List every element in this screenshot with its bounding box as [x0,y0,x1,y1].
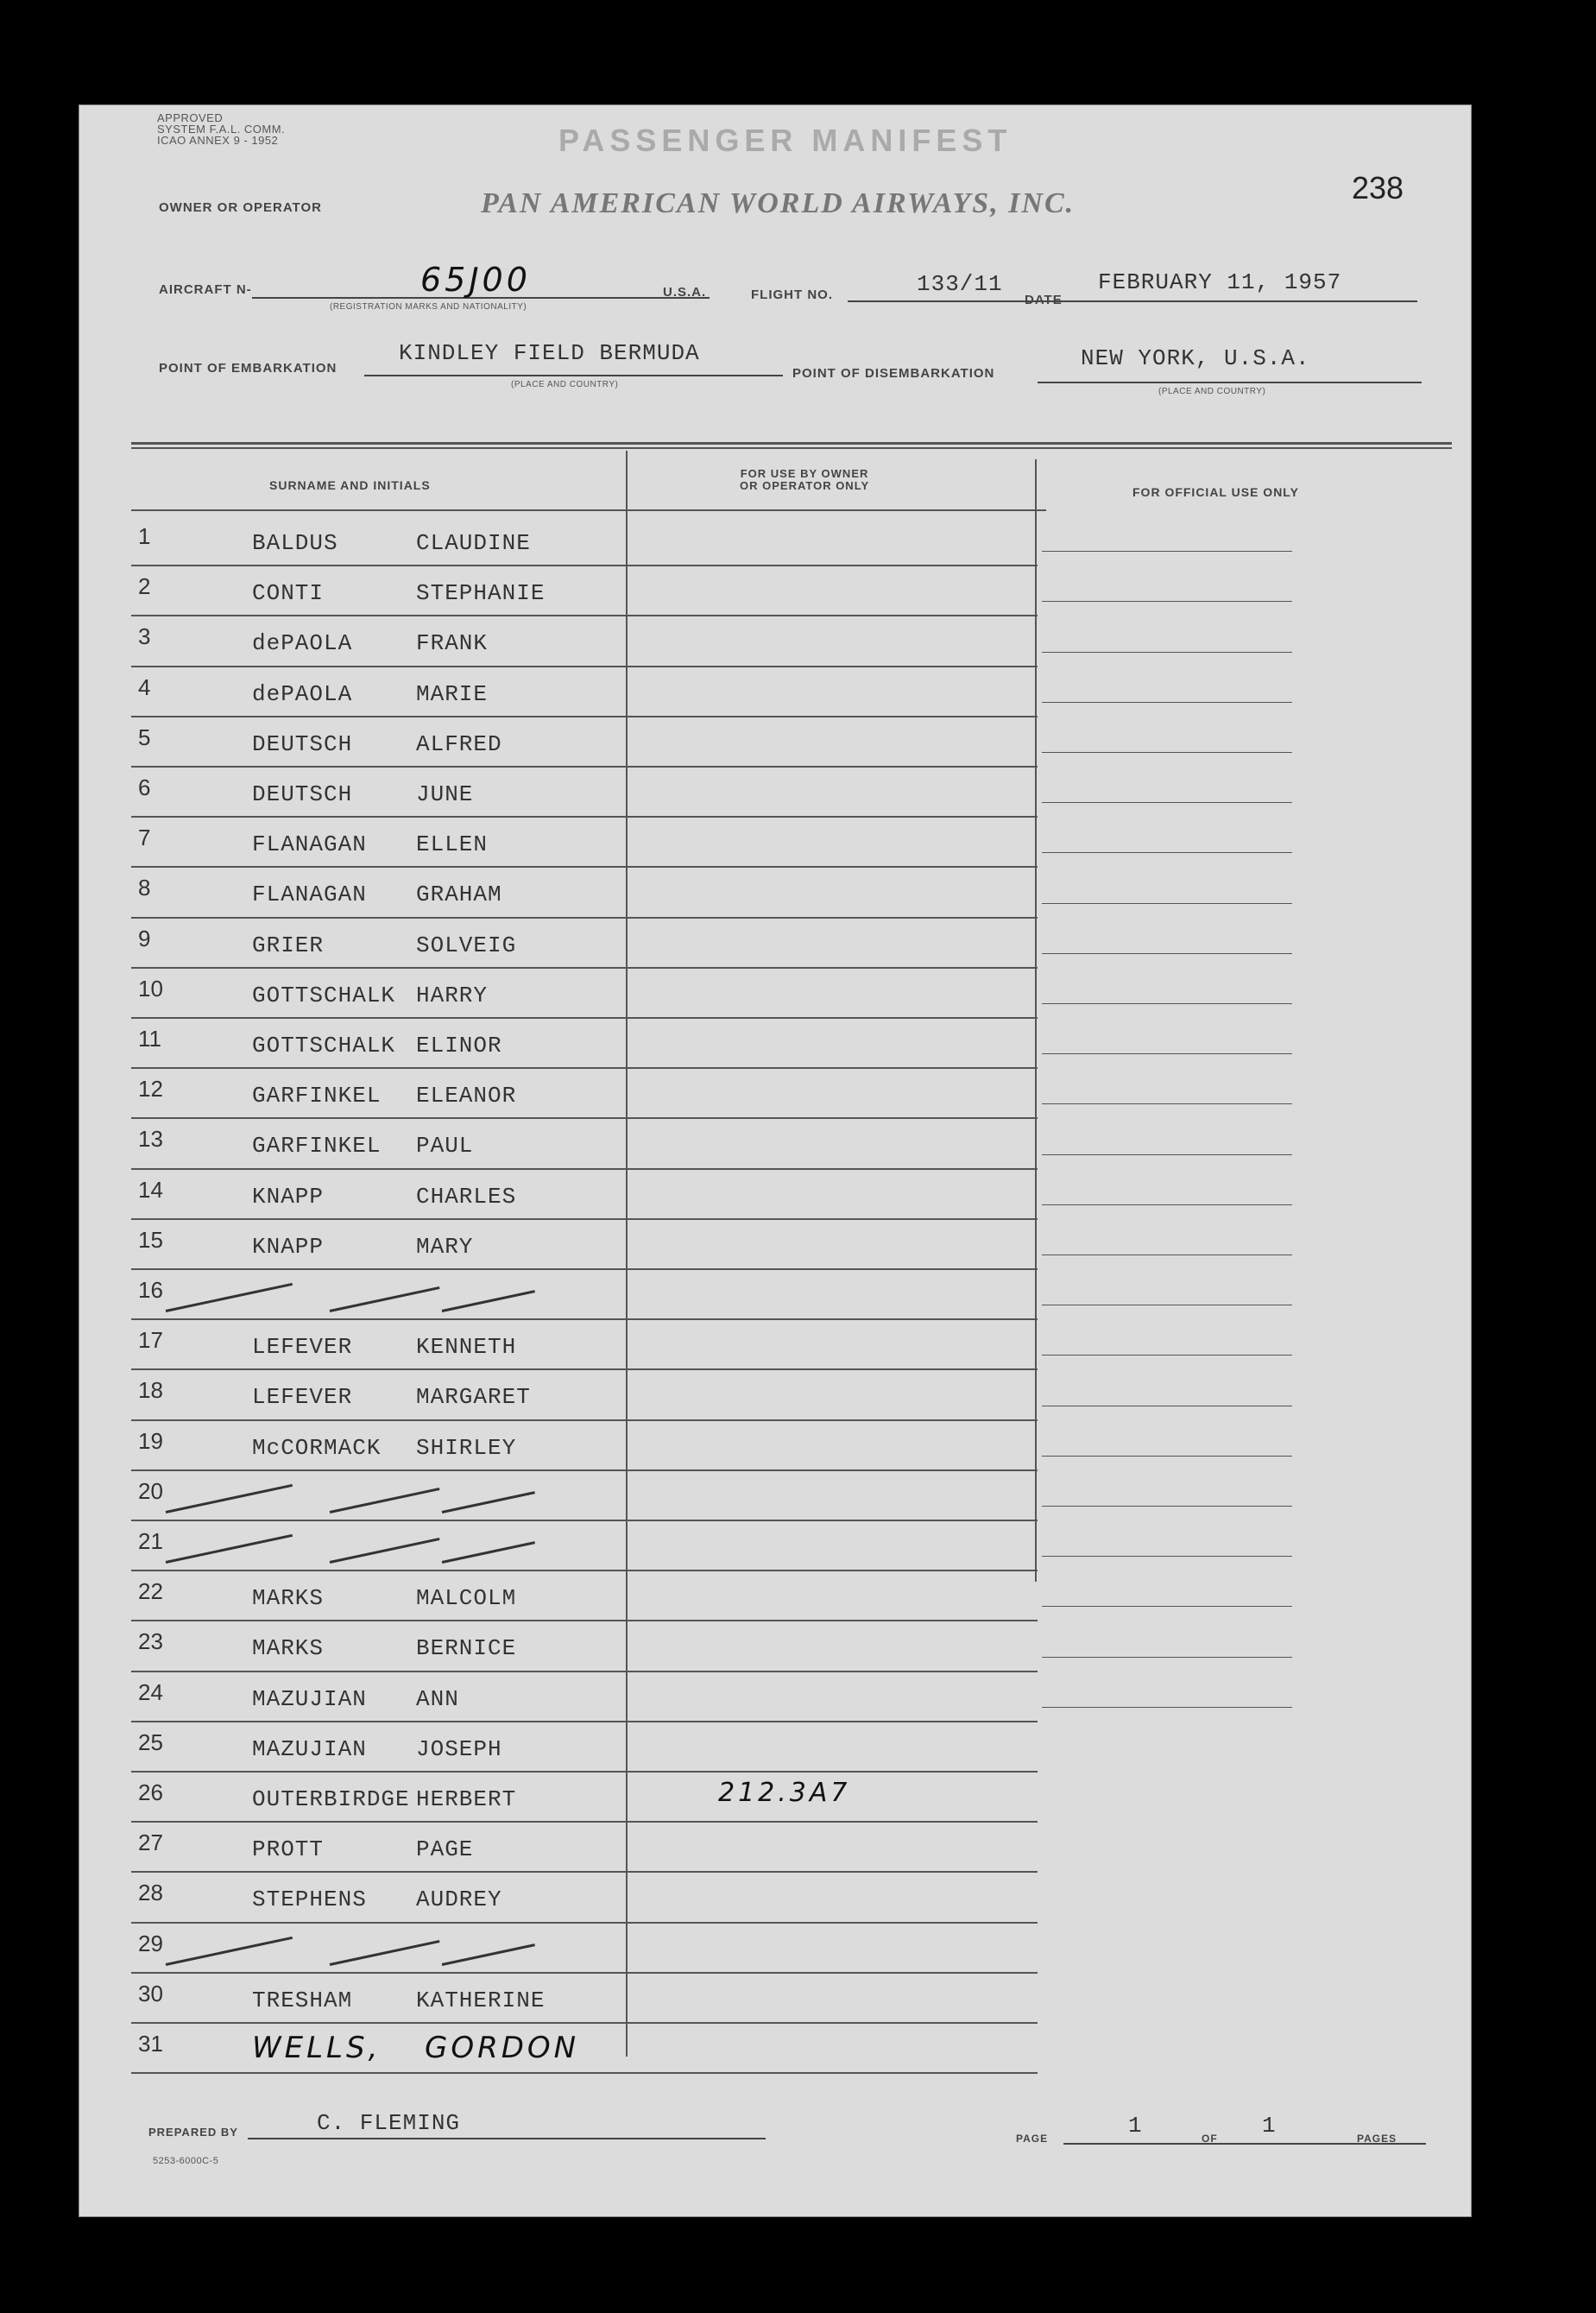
aircraft-label: AIRCRAFT N- [159,282,252,297]
disembarkation-label: POINT OF DISEMBARKATION [792,366,995,381]
row-number: 19 [138,1427,163,1454]
strike-mark [166,1937,293,1966]
form-number: 5253-6000C-5 [153,2156,219,2166]
row-number: 7 [138,825,151,851]
row-number: 27 [138,1830,163,1856]
passenger-surname: MAZUJIAN [252,1735,367,1762]
strike-mark [166,1534,293,1564]
passenger-surname: CONTI [252,580,325,607]
row-rule [131,967,1038,969]
row-number: 30 [138,1980,163,2006]
passenger-given-name: MARGARET [416,1384,531,1411]
embarkation-caption: (PLACE AND COUNTRY) [511,380,619,389]
table-row [79,2025,1471,2076]
row-number: 21 [138,1528,163,1554]
passenger-surname: GOTTSCHALK [252,982,396,1008]
official-row-rule [1042,1606,1292,1607]
flight-value: 133/11 [917,271,1003,297]
passenger-surname: dePAOLA [252,680,353,707]
prepared-label: PREPARED BY [148,2126,238,2139]
date-value: FEBRUARY 11, 1957 [1098,269,1342,295]
passenger-given-name: CHARLES [416,1183,517,1210]
passenger-surname: STEPHENS [252,1886,367,1913]
table-row [79,1021,1471,1071]
official-row-rule [1042,1254,1292,1255]
company-name: PAN AMERICAN WORLD AIRWAYS, INC. [481,187,1076,219]
page-label: PAGE [1016,2133,1049,2145]
official-row-rule [1042,953,1292,954]
passenger-given-name: JOSEPH [416,1735,502,1762]
passenger-given-name: BERNICE [416,1635,517,1662]
passenger-given-name: SHIRLEY [416,1434,517,1461]
row-rule [131,1318,1038,1320]
strike-mark [442,1943,535,1966]
approval-line: APPROVED [157,111,224,124]
passenger-given-name: ALFRED [416,730,502,757]
table-row [79,1272,1471,1322]
date-label: DATE [1025,293,1063,307]
row-rule [131,2072,1038,2074]
strike-mark [330,1940,440,1966]
row-number: 25 [138,1728,163,1755]
row-rule [131,1671,1038,1672]
row-rule [131,1871,1038,1873]
table-row [79,1322,1471,1372]
table-row [79,869,1471,920]
table-row [79,1523,1471,1573]
row-rule [131,2022,1038,2024]
date-underline [1072,300,1417,302]
row-rule [131,1570,1038,1571]
passenger-given-name: GORDON [425,2031,580,2065]
form-title: PASSENGER MANIFEST [558,123,1012,158]
official-row-rule [1042,802,1292,803]
official-row-rule [1042,1103,1292,1104]
row-number: 23 [138,1628,163,1655]
strike-mark [442,1541,535,1564]
passenger-surname: LEFEVER [252,1334,353,1361]
passenger-given-name: STEPHANIE [416,580,546,607]
passenger-given-name: KATHERINE [416,1987,546,2013]
approval-line: SYSTEM F.A.L. COMM. [157,123,286,136]
row-rule [131,1972,1038,1974]
row-number: 22 [138,1578,163,1605]
passenger-surname: GARFINKEL [252,1133,382,1160]
row-number: 6 [138,774,151,800]
table-row [79,1372,1471,1422]
official-row-rule [1042,1053,1292,1054]
passenger-surname: OUTERBIRDGE [252,1786,410,1812]
row-rule [131,816,1038,818]
disembarkation-value: NEW YORK, U.S.A. [1081,345,1310,371]
row-number: 18 [138,1377,163,1404]
passenger-given-name: PAGE [416,1836,474,1863]
row-number: 8 [138,875,151,901]
row-number: 14 [138,1176,163,1203]
table-row [79,1473,1471,1523]
of-value: 1 [1262,2113,1277,2139]
passenger-given-name: ELEANOR [416,1083,517,1109]
owner-label: OWNER OR OPERATOR [159,200,322,215]
official-row-rule [1042,551,1292,552]
official-row-rule [1042,1506,1292,1507]
official-row-rule [1042,702,1292,703]
official-row-rule [1042,652,1292,653]
passenger-given-name: KENNETH [416,1334,517,1361]
row-number: 24 [138,1678,163,1705]
passenger-given-name: AUDREY [416,1886,502,1913]
row-number: 13 [138,1126,163,1153]
table-row [79,669,1471,719]
row-rule [131,716,1038,717]
table-row [79,1774,1471,1824]
prepared-underline [248,2138,766,2139]
passenger-given-name: ANN [416,1685,459,1712]
row-number: 10 [138,975,163,1002]
row-rule [131,1368,1038,1370]
table-top-rule-2 [131,447,1452,449]
disembarkation-caption: (PLACE AND COUNTRY) [1158,387,1266,396]
table-row [79,1925,1471,1975]
passenger-surname: FLANAGAN [252,831,367,858]
strike-mark [330,1538,440,1564]
row-number: 29 [138,1930,163,1956]
passenger-surname: TRESHAM [252,1987,353,2013]
row-number: 26 [138,1779,163,1805]
header-bottom-rule [131,509,1046,511]
row-number: 9 [138,925,151,951]
row-number: 5 [138,724,151,750]
registration-caption: (REGISTRATION MARKS AND NATIONALITY) [330,302,527,312]
table-row [79,1222,1471,1272]
table-row [79,1623,1471,1673]
of-label: OF [1202,2133,1218,2145]
official-row-rule [1042,1355,1292,1356]
pages-label: PAGES [1357,2133,1397,2145]
official-row-rule [1042,752,1292,753]
passenger-given-name: ELLEN [416,831,489,858]
table-row [79,1724,1471,1774]
disembarkation-underline [1038,382,1422,383]
row-number: 12 [138,1076,163,1103]
passenger-surname: GARFINKEL [252,1083,382,1109]
passenger-surname: LEFEVER [252,1384,353,1411]
row-number: 15 [138,1226,163,1253]
passenger-surname: MARKS [252,1585,325,1612]
official-row-rule [1042,1707,1292,1708]
official-row-rule [1042,903,1292,904]
row-number: 11 [138,1026,161,1052]
official-row-rule [1042,1204,1292,1205]
official-row-rule [1042,852,1292,853]
page-value: 1 [1128,2113,1143,2139]
strike-mark [330,1286,440,1312]
table-row [79,1573,1471,1623]
row-rule [131,1218,1038,1220]
row-number: 4 [138,673,151,700]
row-number: 2 [138,573,151,600]
row-rule [131,1268,1038,1270]
passenger-given-name: CLAUDINE [416,530,531,556]
table-row [79,1824,1471,1874]
official-row-rule [1042,1154,1292,1155]
strike-mark [442,1290,535,1312]
embarkation-underline [364,375,783,376]
row-number: 3 [138,623,151,650]
passenger-given-name: MARIE [416,680,489,707]
aircraft-value: 65J00 [420,261,531,299]
col-header-official-use: FOR OFFICIAL USE ONLY [1132,485,1299,499]
row-rule [131,1168,1038,1170]
table-top-rule [131,442,1452,445]
row-rule [131,565,1038,566]
table-row [79,1071,1471,1121]
embarkation-label: POINT OF EMBARKATION [159,361,337,376]
official-row-rule [1042,1003,1292,1004]
row-rule [131,1771,1038,1773]
usa-label: U.S.A. [663,285,707,300]
row-number: 17 [138,1327,163,1354]
table-row [79,1423,1471,1473]
row-number: 28 [138,1880,163,1906]
passenger-surname: BALDUS [252,530,338,556]
table-row [79,1172,1471,1222]
passenger-surname: dePAOLA [252,630,353,657]
col-header-owner-line: FOR USE BY OWNER [740,467,869,480]
row-rule [131,1067,1038,1069]
prepared-value: C. FLEMING [317,2110,461,2136]
strike-mark [442,1491,535,1514]
row-rule [131,1821,1038,1823]
passenger-surname: GRIER [252,932,325,958]
table-row [79,1674,1471,1724]
passenger-given-name: PAUL [416,1133,474,1160]
strike-mark [166,1484,293,1514]
row-rule [131,766,1038,768]
table-row [79,920,1471,970]
table-row [79,518,1471,568]
row-number: 1 [138,523,151,549]
col-header-owner-line: OR OPERATOR ONLY [740,479,870,492]
strike-mark [166,1283,293,1312]
row-rule [131,866,1038,868]
row-rule [131,1469,1038,1471]
passenger-surname: GOTTSCHALK [252,1033,396,1059]
row-rule [131,1117,1038,1119]
approval-line: ICAO ANNEX 9 - 1952 [157,134,279,147]
row-rule [131,1620,1038,1621]
table-row [79,568,1471,618]
official-row-rule [1042,601,1292,602]
table-row [79,1975,1471,2025]
official-row-rule [1042,1556,1292,1557]
passenger-surname: PROTT [252,1836,325,1863]
table-row [79,970,1471,1021]
flight-label: FLIGHT NO. [751,288,833,302]
passenger-given-name: HARRY [416,982,489,1008]
col-header-surname: SURNAME AND INITIALS [269,478,431,492]
row-number: 16 [138,1277,163,1303]
row-rule [131,1520,1038,1521]
row-rule [131,917,1038,919]
table-row [79,1874,1471,1924]
official-row-rule [1042,1456,1292,1457]
passenger-surname: FLANAGAN [252,882,367,908]
owner-use-note: 212.3A7 [718,1778,851,1808]
row-number: 20 [138,1477,163,1504]
passenger-surname: MARKS [252,1635,325,1662]
strike-mark [330,1488,440,1514]
passenger-given-name: JUNE [416,781,474,807]
approval-note [157,112,285,146]
table-row [79,819,1471,869]
row-rule [131,615,1038,616]
passenger-given-name: HERBERT [416,1786,517,1812]
passenger-given-name: GRAHAM [416,882,502,908]
passenger-surname: KNAPP [252,1233,325,1260]
passenger-surname: KNAPP [252,1183,325,1210]
passenger-given-name: SOLVEIG [416,932,517,958]
passenger-surname: MAZUJIAN [252,1685,367,1712]
passenger-surname: DEUTSCH [252,781,353,807]
passenger-given-name: FRANK [416,630,489,657]
table-row [79,618,1471,668]
embarkation-value: KINDLEY FIELD BERMUDA [399,340,700,366]
passenger-surname: McCORMACK [252,1434,382,1461]
passenger-given-name: MARY [416,1233,474,1260]
passenger-given-name: ELINOR [416,1033,502,1059]
passenger-given-name: MALCOLM [416,1585,517,1612]
row-rule [131,666,1038,667]
passenger-surname: WELLS, [252,2031,382,2065]
row-rule [131,1017,1038,1019]
row-number: 31 [138,2031,163,2057]
row-rule [131,1721,1038,1722]
table-row [79,719,1471,769]
manifest-page [79,105,1471,2216]
table-row [79,769,1471,819]
page-number: 238 [1352,170,1404,205]
row-rule [131,1419,1038,1421]
row-rule [131,1922,1038,1924]
passenger-surname: DEUTSCH [252,730,353,757]
official-row-rule [1042,1657,1292,1658]
col-header-owner-use [740,468,869,492]
table-row [79,1121,1471,1171]
